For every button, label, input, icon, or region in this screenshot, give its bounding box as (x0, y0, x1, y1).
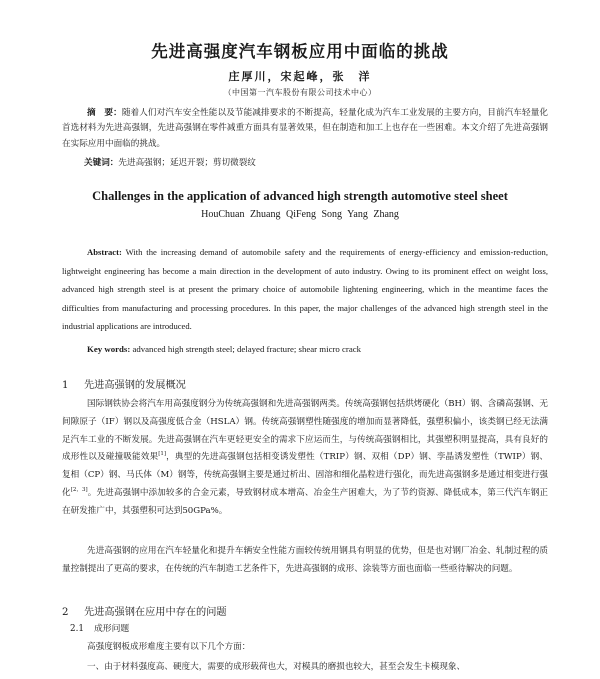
english-abstract-label: Abstract: (87, 247, 122, 257)
subsection-2-1-heading (70, 621, 129, 634)
section-2-title: 先进高强钢在应用中存在的问题 (84, 607, 227, 618)
subsection-2-1-number: 2.1 (70, 624, 84, 634)
section-2-heading (62, 603, 227, 618)
chinese-affiliation: （中国第一汽车股份有限公司技术中心） (223, 88, 377, 97)
chinese-keywords-label: 关键词： (84, 158, 119, 168)
section-1-paragraph-1 (62, 396, 548, 521)
section-1-p1-part-c: 。先进高强钢中添加较多的合金元素，导致钢材成本增高、冶金生产困难大，为了节约资源、降低成本，第三代汽车钢正在研发推广中，其强塑积可达到50GPa%。 (62, 487, 548, 516)
chinese-authors: 庄厚川，宋起峰，张 洋 (228, 70, 372, 83)
section-1-number: 1 (62, 380, 69, 391)
english-keywords (62, 343, 548, 355)
section-1-paragraph-2: 先进高强钢的应用在汽车轻量化和提升车辆安全性能方面较传统用钢具有明显的优势，但是也对钢厂冶金、轧制过程的质量控制提出了更高的要求，在传统的汽车制造工艺条件下，先进高强钢的成形、涂装等方面也面临一些亟待解决的问题。 (62, 546, 548, 574)
chinese-abstract (62, 106, 548, 152)
english-title: Challenges in the application of advanced high strength automotive steel sheet (92, 189, 508, 203)
section-2-number: 2 (62, 607, 69, 618)
section-1-heading (62, 376, 186, 391)
english-abstract (62, 243, 548, 336)
section-1-p1-part-b: ，典型的先进高强钢包括相变诱发塑性（TRIP）钢、双相（DP）钢、孪晶诱发塑性（TWIP）钢、复相（CP）钢、马氏体（M）钢等，传统高强钢主要是通过析出、固溶和细化晶粒进行强化，而先进高强钢多是通过相变进行强化 (62, 452, 548, 498)
english-abstract-text: With the increasing demand of automobile safety and the requirements of energy-efficiency and emission-reduction, lightweight engineering has become a main direction in the development of auto industry. Owing to its prominent effect on weight loss, advanced high strength steel is at present the primary choice of automobile lightening engineering, which in the meantime faces the difficulties from manufacturing and processing procedures. In this paper, the major challenges of the advanced high strength steel in the industrial applications are introduced. (62, 247, 548, 332)
chinese-abstract-text: 随着人们对汽车安全性能以及节能减排要求的不断提高，轻量化成为汽车工业发展的主要方向，目前汽车轻量化首选材料为先进高强钢，先进高强钢在零件减重方面具有显著效果，但在制造和加工上也存在一些困难。本文介绍了先进高强钢在实际应用中面临的挑战。 (62, 108, 548, 149)
citation-1: [1] (158, 451, 167, 458)
chinese-title: 先进高强度汽车钢板应用中面临的挑战 (151, 42, 449, 61)
english-keywords-text: advanced high strength steel; delayed fracture; shear micro crack (130, 344, 362, 354)
english-authors: HouChuan Zhuang QiFeng Song Yang Zhang (201, 209, 399, 220)
english-keywords-label: Key words: (87, 344, 131, 354)
chinese-abstract-label: 摘 要： (87, 108, 122, 118)
section-2-paragraph-1: 高强度钢板成形难度主要有以下几个方面： (87, 642, 251, 652)
chinese-keywords (62, 156, 548, 170)
subsection-2-1-title: 成形问题 (94, 624, 130, 634)
section-1-p1-part-a: 国际钢铁协会将汽车用高强度钢分为传统高强钢和先进高强钢两类。传统高强钢包括烘烤硬化（BH）钢、含磷高强钢、无间隙原子（IF）钢以及高强度低合金（HSLA）钢。传统高强钢塑性随强度的增加而显著降低，强塑积偏小，该类钢已经无法满足汽车工业的不断发展。先进高强钢在汽车更轻更安全的需求下应运而生，与传统高强钢相比，其强塑积明显提高，具有良好的成形性以及碰撞吸能效果 (62, 399, 548, 463)
chinese-keywords-text: 先进高强钢；延迟开裂；剪切微裂纹 (118, 158, 256, 168)
citation-2-3: [2，3] (70, 487, 88, 494)
section-2-paragraph-2: 一、由于材料强度高、硬度大，需要的成形载荷也大，对模具的磨损也较大，甚至会发生卡模现象、 (87, 662, 466, 672)
section-1-title: 先进高强钢的发展概况 (84, 380, 186, 391)
